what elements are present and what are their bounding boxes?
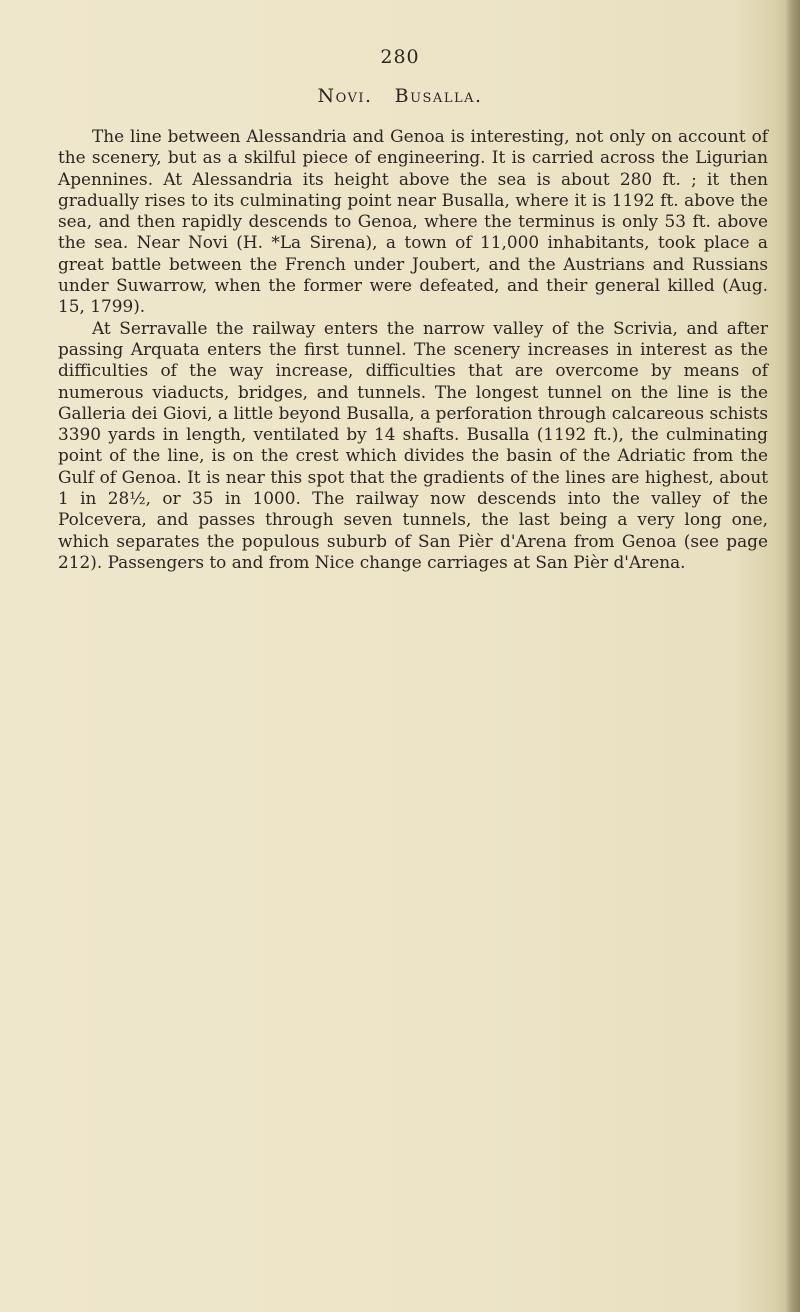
- paragraph: The line between Alessandria and Genoa is interesting, not only on account of the scenery, but as a skilful piece of engineering. It is carried across the Ligurian Apennines. At Alessandria its height above the sea is about 280 ft. ; it then gradually rises to its culminating point near Busalla, where it is 1192 ft. above the sea, and then rapidly descends to Genoa, where the terminus is only 53 ft. above the sea. Near Novi (H. *La Sirena), a town of 11,000 inhabitants, took place a great battle between the French under Joubert, and the Austrians and Russians under Suwarrow, when the former were defeated, and their general killed (Aug. 15, 1799).: [58, 126, 768, 317]
- body-text: [58, 126, 768, 573]
- page-number: 280: [380, 46, 420, 68]
- page-binding-edge: [786, 0, 800, 1312]
- running-head: [0, 85, 800, 107]
- paragraph: At Serravalle the railway enters the narrow valley of the Scrivia, and after passing Arquata enters the first tunnel. The scenery increases in interest as the difficulties of the way increase, difficulties that are overcome by means of numerous viaducts, bridges, and tunnels. The longest tunnel on the line is the Galleria dei Giovi, a little beyond Busalla, a perforation through calcareous schists 3390 yards in length, ventilated by 14 shafts. Busalla (1192 ft.), the culminating point of the line, is on the crest which divides the basin of the Adriatic from the Gulf of Genoa. It is near this spot that the gradients of the lines are highest, about 1 in 28½, or 35 in 1000. The railway now descends into the valley of the Polcevera, and passes through seven tunnels, the last being a very long one, which separates the populous suburb of San Pièr d'Arena from Genoa (see page 212). Passengers to and from Nice change carriages at San Pièr d'Arena.: [58, 317, 768, 572]
- running-head-right: Busalla.: [394, 85, 483, 107]
- running-head-left: Novi.: [317, 85, 373, 107]
